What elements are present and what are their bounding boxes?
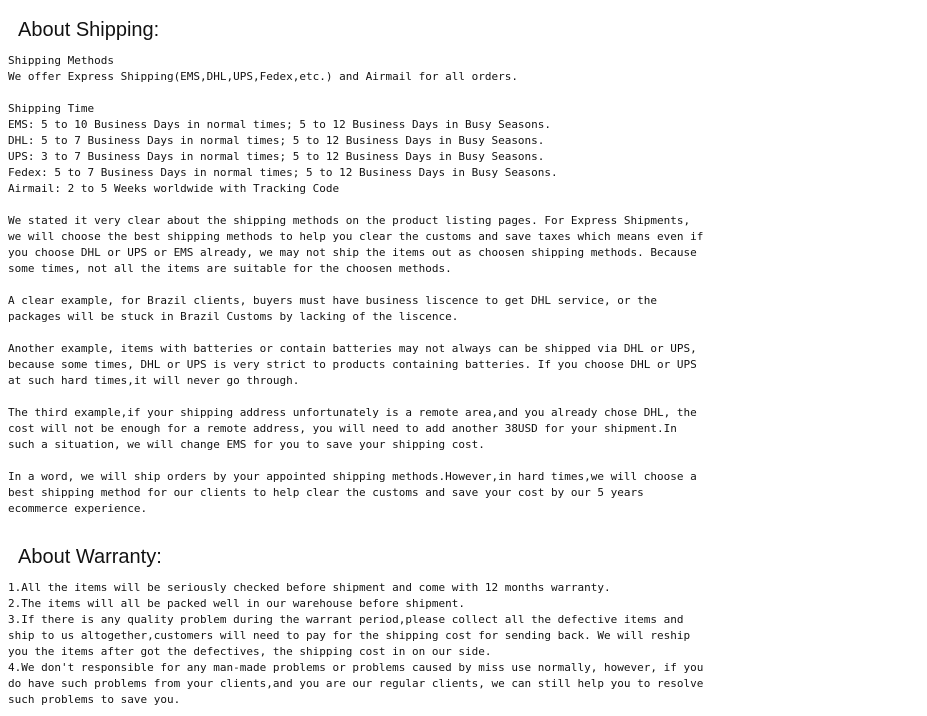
paragraph-line: such a situation, we will change EMS for you to save your shipping cost. [8,438,485,451]
paragraph-line: at such hard times,it will never go through. [8,374,300,387]
spacer [8,85,908,101]
paragraph-line: best shipping method for our clients to help clear the customs and save your cost by our 5 years [8,486,644,499]
warranty-line: such problems to save you. [8,693,181,706]
warranty-line: 1.All the items will be seriously checked before shipment and come with 12 months warranty. [8,581,611,594]
shipping-methods-text: We offer Express Shipping(EMS,DHL,UPS,Fedex,etc.) and Airmail for all orders. [8,70,518,83]
paragraph-line: because some times, DHL or UPS is very strict to products containing batteries. If you choose DHL or UPS [8,358,697,371]
warranty-line: 3.If there is any quality problem during the warrant period,please collect all the defective items and [8,613,684,626]
shipping-time-ems: EMS: 5 to 10 Business Days in normal times; 5 to 12 Business Days in Busy Seasons. [8,118,552,131]
paragraph-line: In a word, we will ship orders by your appointed shipping methods.However,in hard times,we will choose a [8,470,697,483]
shipping-section [8,53,908,517]
paragraph-line: We stated it very clear about the shipping methods on the product listing pages. For Express Shipments, [8,214,691,227]
warranty-heading: About Warranty: [18,546,162,568]
paragraph-line: The third example,if your shipping address unfortunately is a remote area,and you already chose DHL, the [8,406,697,419]
warranty-line: 2.The items will all be packed well in our warehouse before shipment. [8,597,465,610]
spacer [8,197,908,213]
shipping-time-ups: UPS: 3 to 7 Business Days in normal times; 5 to 12 Business Days in Busy Seasons. [8,150,545,163]
paragraph-line: cost will not be enough for a remote address, you will need to add another 38USD for your shipment.In [8,422,677,435]
paragraph-line: ecommerce experience. [8,502,148,515]
warranty-line: ship to us altogether,customers will need to pay for the shipping cost for sending back. We will reship [8,629,691,642]
spacer [8,453,908,469]
paragraph-line: some times, not all the items are suitable for the choosen methods. [8,262,452,275]
paragraph-line: A clear example, for Brazil clients, buyers must have business liscence to get DHL service, or the [8,294,658,307]
shipping-methods-title: Shipping Methods [8,54,114,67]
warranty-line: 4.We don't responsible for any man-made problems or problems caused by miss use normally, however, if you [8,661,704,674]
shipping-time-dhl: DHL: 5 to 7 Business Days in normal times; 5 to 12 Business Days in Busy Seasons. [8,134,545,147]
paragraph-line: you choose DHL or UPS or EMS already, we may not ship the items out as choosen shipping methods. Because [8,246,697,259]
spacer [8,389,908,405]
shipping-heading: About Shipping: [18,19,160,41]
shipping-time-title: Shipping Time [8,102,95,115]
paragraph-line: we will choose the best shipping methods to help you clear the customs and save taxes which means even if [8,230,704,243]
paragraph-line: packages will be stuck in Brazil Customs by lacking of the liscence. [8,310,459,323]
shipping-time-fedex: Fedex: 5 to 7 Business Days in normal times; 5 to 12 Business Days in Busy Seasons. [8,166,558,179]
shipping-time-airmail: Airmail: 2 to 5 Weeks worldwide with Tracking Code [8,182,340,195]
warranty-line: do have such problems from your clients,and you are our regular clients, we can still help you to resolve [8,677,704,690]
spacer [8,325,908,341]
warranty-section [8,580,908,708]
spacer [8,277,908,293]
warranty-line: you the items after got the defectives, the shipping cost in on our side. [8,645,492,658]
paragraph-line: Another example, items with batteries or contain batteries may not always can be shipped via DHL or UPS, [8,342,697,355]
